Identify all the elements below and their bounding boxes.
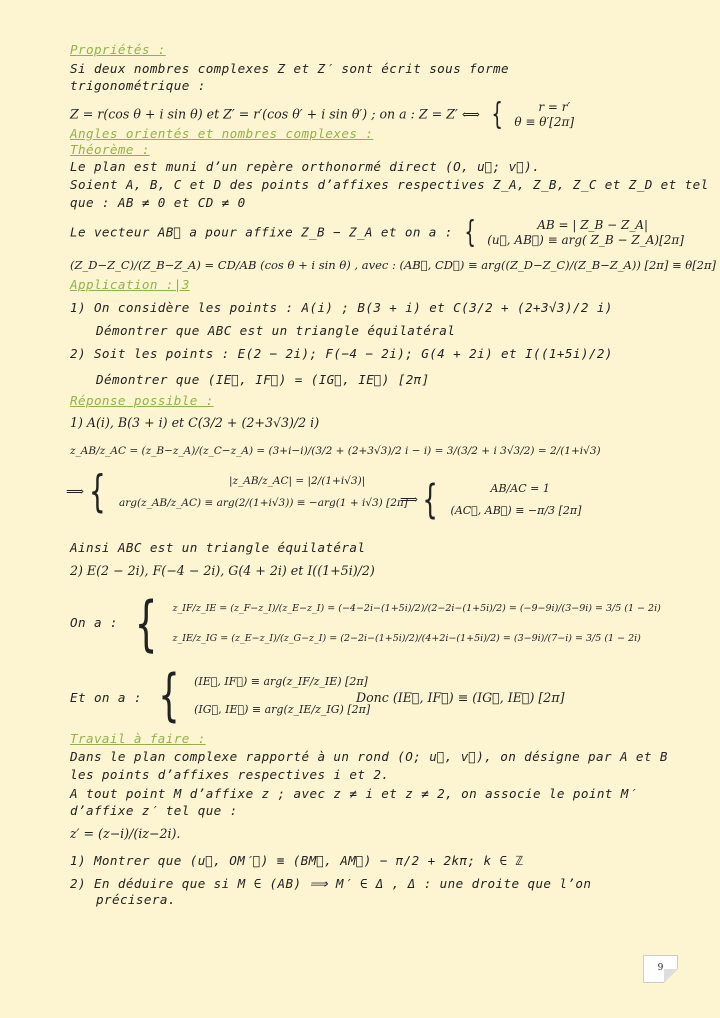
answer-system: { z_IF/z_IE = (z_F−z_I)/(z_E−z_I) = (−4−2i−(1+5i)/2)/(2−2i−(1+5i)/2) = (−9−9i)/(3−9i) = 3/5 (1 − 2i) z_IE/z_IG = (z_E−z_I)/(z_G−z_I) = (2−2i−(1+5i)/2)/(4+2i−(1+5i)/2) = (3−9i)/(7−i) = 3/5 (1 − 2i)	[135, 589, 661, 659]
page-number: 9	[643, 955, 678, 983]
question-line: 2) En déduire que si M ∈ (AB) ⟹ M′ ∈ Δ , Δ : une droite que l’on	[70, 876, 592, 891]
conclusion-line: Donc (IE⃗, IF⃗) ≡ (IG⃗, IE⃗) [2π]	[356, 690, 565, 705]
answer-line: z_AB/z_AC = (z_B−z_A)/(z_C−z_A) = (3+i−i)/(3/2 + (2+3√3)/2 i − i) = 3/(3/2 + i 3√3/2) = 2/(1+i√3)	[70, 445, 601, 457]
text-fragment: Le vecteur AB⃗ a pour affixe Z_B − Z_A et on a :	[70, 224, 453, 240]
question-line: précisera.	[96, 892, 176, 907]
system-line: z_IF/z_IE = (z_F−z_I)/(z_E−z_I) = (−4−2i−(1+5i)/2)/(2−2i−(1+5i)/2) = (−9−9i)/(3−9i) = 3/5 (1 − 2i)	[172, 603, 661, 614]
text-line: A tout point M d’affixe z ; avec z ≠ i et z ≠ 2, on associe le point M′	[70, 786, 637, 801]
question-line: 2) Soit les points : E(2 − 2i); F(−4 − 2i); G(4 + 2i) et I((1+5i)/2)	[70, 346, 613, 361]
equation-system	[173, 594, 661, 654]
system-line: θ ≡ θ′[2π]	[514, 115, 575, 129]
question-line: Démontrer que (IE⃗, IF⃗) = (IG⃗, IE⃗) [2π]	[96, 372, 430, 387]
question-line: Démontrer que ABC est un triangle équilatéral	[96, 323, 456, 338]
formula-line: Z = r(cos θ + i sin θ) et Z′ = r′(cos θ′ + i sin θ′) ; on a : Z = Z′ ⟺ { r = r′ θ ≡ θ′[2π]	[70, 97, 575, 132]
formula-line: (Z_D−Z_C)/(Z_B−Z_A) = CD/AB (cos θ + i sin θ) , avec : (AB⃗, CD⃗) ≡ arg((Z_D−Z_C)/(Z_B−Z_A)) [2π] ≡ θ[2π]	[70, 258, 717, 272]
system-line: AB = | Z_B − Z_A|	[537, 218, 649, 232]
question-line: 1) On considère les points : A(i) ; B(3 + i) et C(3/2 + (2+3√3)/2 i)	[70, 300, 613, 315]
system-line: arg(z_AB/z_AC) ≡ arg(2/(1+i√3)) ≡ −arg(1 + i√3) [2π]	[118, 497, 408, 509]
text-line: Le plan est muni d’un repère orthonormé direct (O, u⃗; v⃗).	[70, 159, 541, 174]
answer-line: Ainsi ABC est un triangle équilatéral	[70, 540, 366, 555]
equation-system	[451, 478, 582, 522]
text-line: Dans le plan complexe rapporté à un rond (O; u⃗, v⃗), on désigne par A et B	[70, 749, 668, 764]
system-line: (IE⃗, IF⃗) ≡ arg(z_IF/z_IE) [2π]	[194, 675, 368, 688]
answer-system: { (IE⃗, IF⃗) ≡ arg(z_IF/z_IE) [2π] (IG⃗, IE⃗) ≡ arg(z_IE/z_IG) [2π]	[158, 663, 371, 728]
section-heading-application: Application :|3	[70, 277, 190, 292]
et-on-a-label: Et on a :	[70, 690, 142, 705]
text-line: Soient A, B, C et D des points d’affixes respectives Z_A, Z_B, Z_C et Z_D et tel	[70, 177, 709, 192]
answer-line: 2) E(2 − 2i), F(−4 − 2i), G(4 + 2i) et I((1+5i)/2)	[70, 563, 375, 578]
system-line: z_IE/z_IG = (z_E−z_I)/(z_G−z_I) = (2−2i−(1+5i)/2)/(4+2i−(1+5i)/2) = (3−9i)/(7−i) = 3/5 (1 − 2i)	[172, 633, 641, 644]
section-heading-theoreme: Théorème :	[70, 142, 150, 157]
text-line: Le vecteur AB⃗ a pour affixe Z_B − Z_A et on a : { AB = | Z_B − Z_A| (u⃗, AB⃗) ≡ arg( Z_B − Z_A)[2π]	[70, 215, 684, 250]
text-line: d’affixe z′ tel que :	[70, 803, 238, 818]
equation-system	[194, 668, 370, 724]
equation-system	[487, 218, 684, 248]
formula-line: z′ = (z−i)/(iz−2i).	[70, 826, 181, 841]
section-heading-travail: Travail à faire :	[70, 731, 206, 746]
text-line: les points d’affixes respectives i et 2.	[70, 767, 390, 782]
section-heading-proprietes: Propriétés :	[70, 42, 166, 57]
system-line: r = r′	[538, 100, 571, 114]
system-line: (u⃗, AB⃗) ≡ arg( Z_B − Z_A)[2π]	[487, 233, 684, 247]
system-line: |z_AB/z_AC| = |2/(1+i√3)|	[228, 475, 366, 487]
system-line: (IG⃗, IE⃗) ≡ arg(z_IE/z_IG) [2π]	[194, 703, 371, 716]
equation-system	[119, 470, 408, 514]
system-line: (AC⃗, AB⃗) ≡ −π/3 [2π]	[450, 504, 582, 517]
answer-system: ⟹ { |z_AB/z_AC| = |2/(1+i√3)| arg(z_AB/z_AC) ≡ arg(2/(1+i√3)) ≡ −arg(1 + i√3) [2π]	[66, 466, 408, 517]
text-line: trigonométrique :	[70, 78, 206, 93]
text-line: Si deux nombres complexes Z et Z′ sont écrit sous forme	[70, 61, 510, 76]
on-a-label: On a :	[70, 615, 118, 630]
formula-text: Z = r(cos θ + i sin θ) et Z′ = r′(cos θ′ + i sin θ′) ; on a : Z = Z′ ⟺	[70, 106, 480, 122]
system-line: AB/AC = 1	[490, 482, 550, 495]
question-line: 1) Montrer que (u⃗, OM′⃗) ≡ (BM⃗, AM⃗) − π/2 + 2kπ; k ∈ ℤ	[70, 853, 524, 868]
answer-system: ⟹ { AB/AC = 1 (AC⃗, AB⃗) ≡ −π/3 [2π]	[400, 477, 582, 523]
section-heading-reponse: Réponse possible :	[70, 393, 214, 408]
answer-line: 1) A(i), B(3 + i) et C(3/2 + (2+3√3)/2 i)	[70, 415, 320, 430]
text-line: que : AB ≠ 0 et CD ≠ 0	[70, 195, 246, 210]
equation-system	[514, 100, 574, 130]
section-heading-angles: Angles orientés et nombres complexes :	[70, 126, 374, 141]
